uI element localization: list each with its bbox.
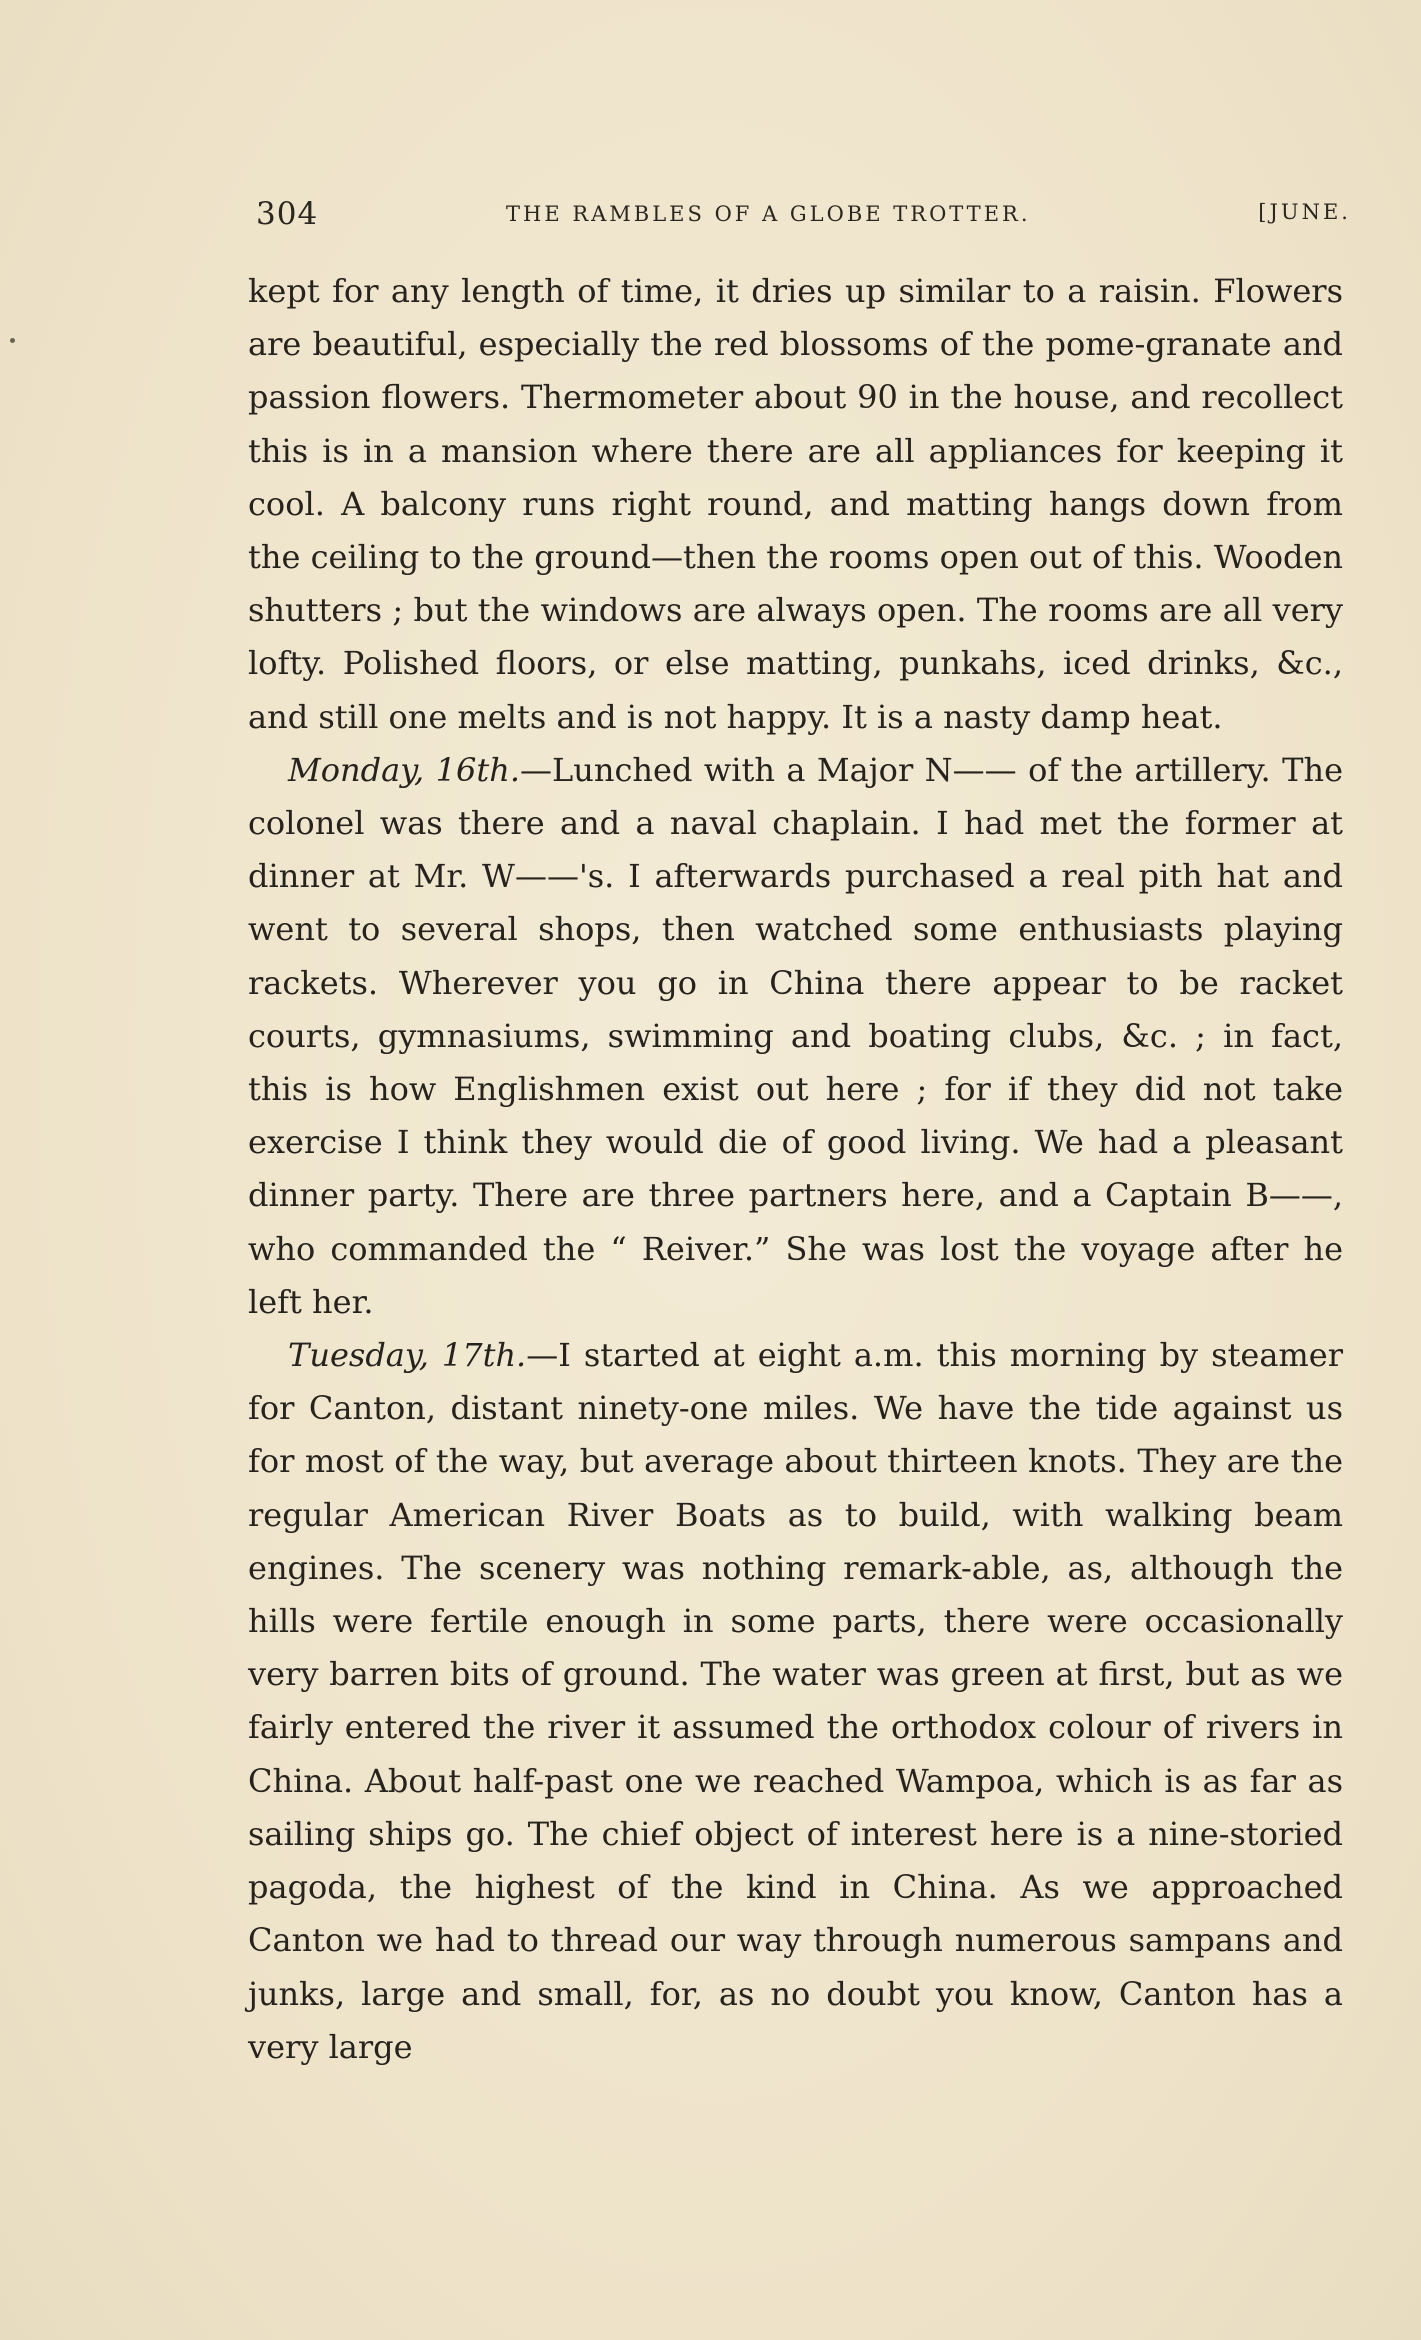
date-heading: Monday, 16th. xyxy=(288,750,520,789)
date-heading: Tuesday, 17th. xyxy=(288,1336,527,1375)
paragraph-continuation xyxy=(248,265,1343,744)
running-month: [JUNE. xyxy=(1258,200,1351,224)
running-title: THE RAMBLES OF A GLOBE TROTTER. xyxy=(506,202,1031,226)
paragraph-monday xyxy=(248,744,1343,1329)
paragraph-tuesday xyxy=(248,1329,1343,2074)
paragraph-text: kept for any length of time, it dries up similar to a raisin. Flowers are beautiful, especially the red blossoms of the pome-granate and passion flowers. Thermometer about 90 in the house, and recollect this is in a mansion where there are all appliances for keeping it cool. A balcony runs right round, and matting hangs down from the ceiling to the ground—then the rooms open out of this. Wooden shutters ; but the windows are always open. The rooms are all very lofty. Polished floors, or else matting, punkahs, iced drinks, &c., and still one melts and is not happy. It is a nasty damp heat. xyxy=(248,272,1343,736)
running-head xyxy=(256,192,1351,242)
paragraph-text: —I started at eight a.m. this morning by steamer for Canton, distant ninety-one miles. We have the tide against us for most of the way, but average about thirteen knots. They are the regular American River Boats as to build, with walking beam engines. The scenery was nothing remark-able, as, although the hills were fertile enough in some parts, there were occasionally very barren bits of ground. The water was green at first, but as we fairly entered the river it assumed the orthodox colour of rivers in China. About half-past one we reached Wampoa, which is as far as sailing ships go. The chief object of interest here is a nine-storied pagoda, the highest of the kind in China. As we approached Canton we had to thread our way through numerous sampans and junks, large and small, for, as no doubt you know, Canton has a very large xyxy=(248,1336,1344,2066)
paragraph-text: —Lunched with a Major N—— of the artillery. The colonel was there and a naval chaplain. I had met the former at dinner at Mr. W——'s. I afterwards purchased a real pith hat and went to several shops, then watched some enthusiasts playing rackets. Wherever you go in China there appear to be racket courts, gymnasiums, swimming and boating clubs, &c. ; in fact, this is how Englishmen exist out here ; for if they did not take exercise I think they would die of good living. We had a pleasant dinner party. There are three partners here, and a Captain B——, who commanded the “ Reiver.” She was lost the voyage after he left her. xyxy=(248,750,1343,1321)
page-number: 304 xyxy=(256,196,319,232)
ink-speck xyxy=(10,338,15,343)
body-text xyxy=(248,265,1343,2074)
